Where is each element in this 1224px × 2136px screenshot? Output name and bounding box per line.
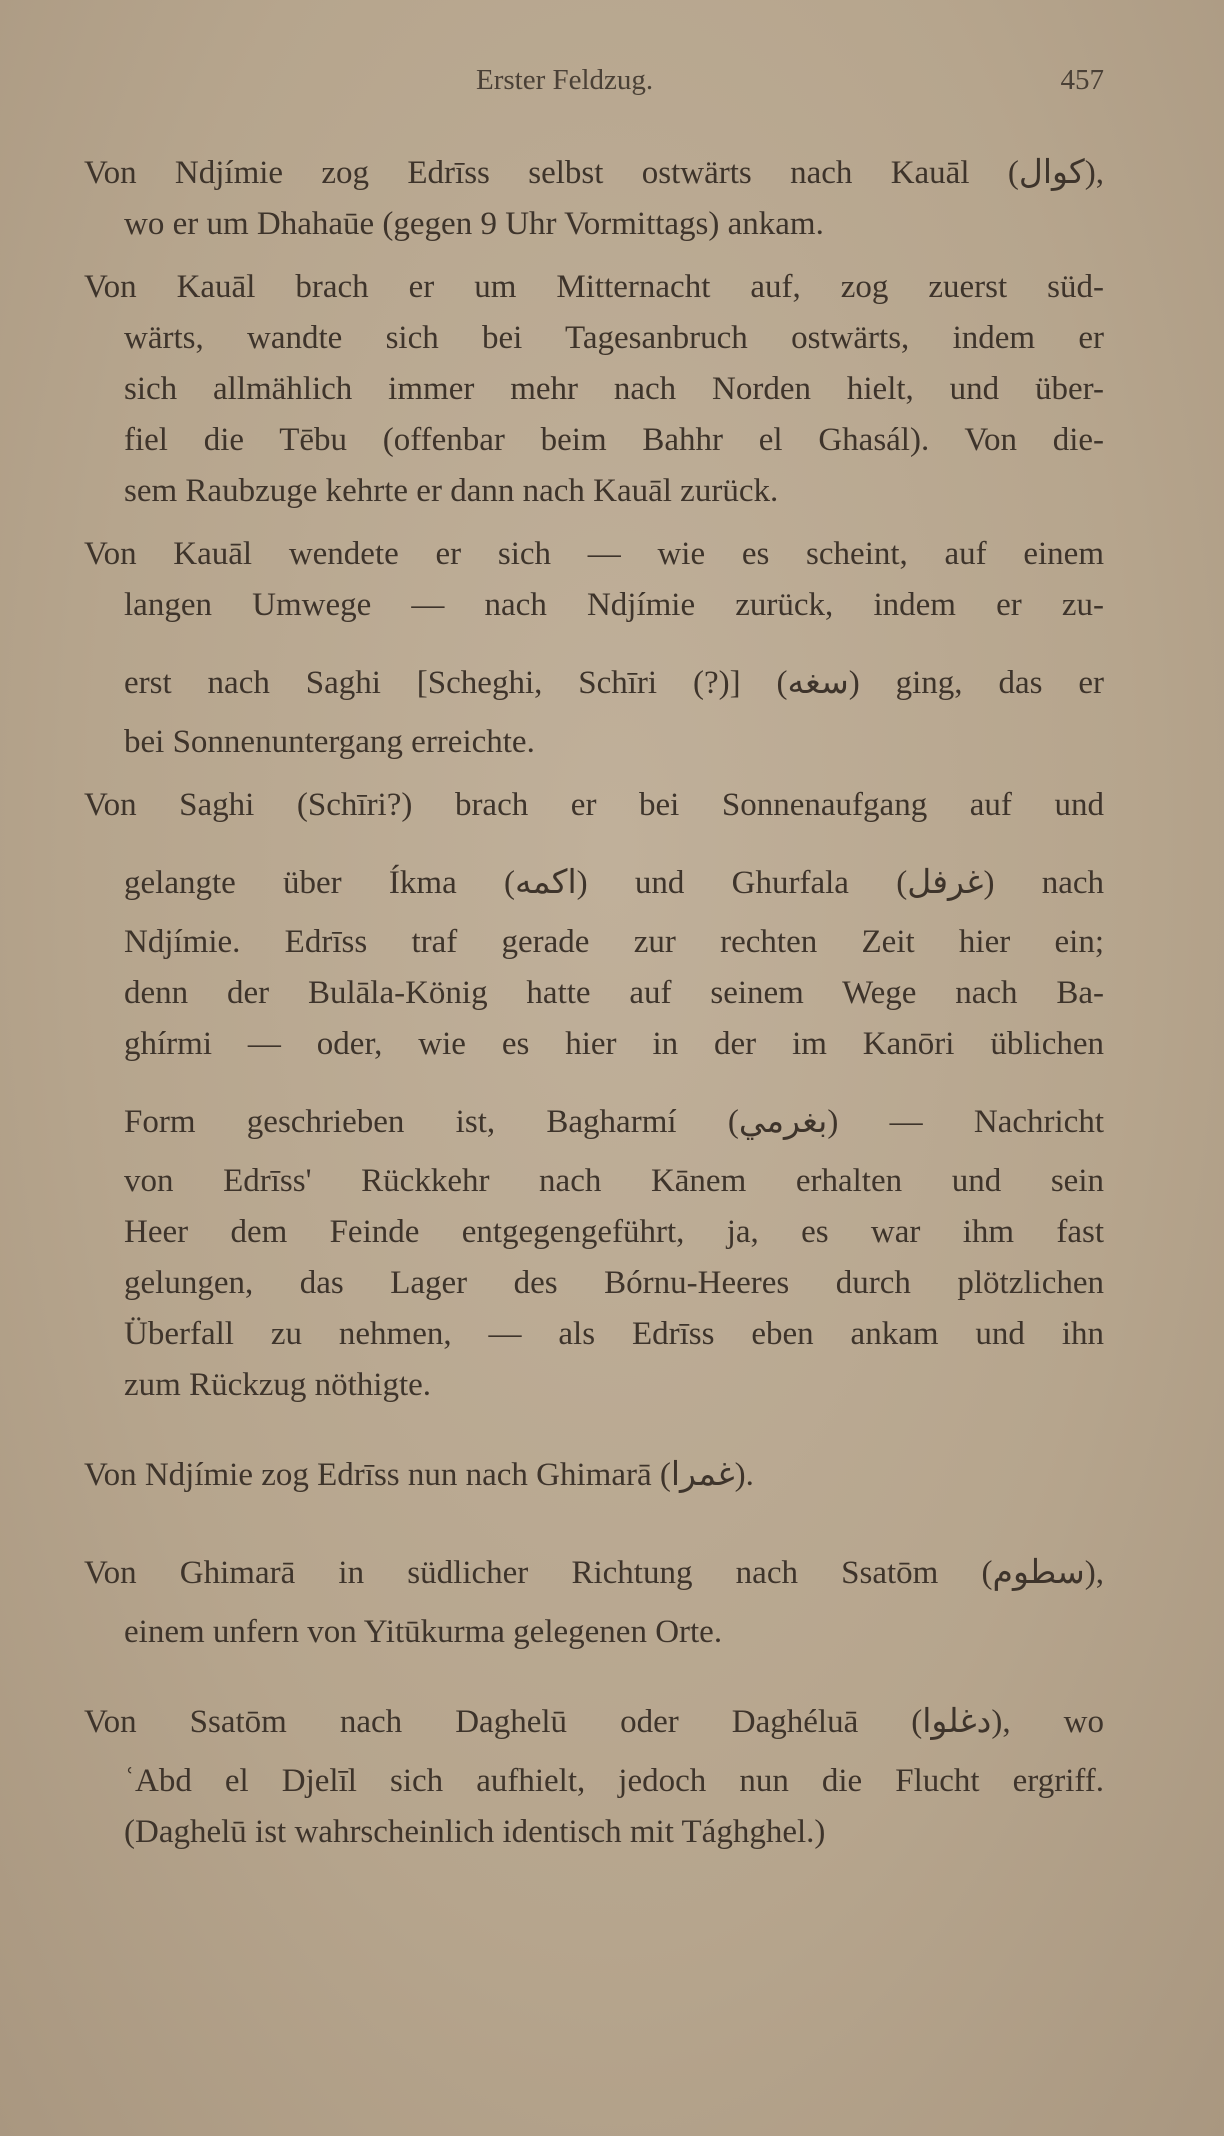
text-line: Ndjímie. Edrīss traf gerade zur rechten Zeit hier ein; [124, 924, 1104, 960]
text-line: Heer dem Feinde entgegengeführt, ja, es war ihm fast [124, 1214, 1104, 1250]
text-line: Von Ghimarā in südlicher Richtung nach Ssatōm (سطوم), [84, 1555, 1104, 1591]
text-body [84, 148, 1104, 1870]
text-line: Von Ndjímie zog Edrīss selbst ostwärts nach Kauāl (كوال), [84, 155, 1104, 191]
running-head [84, 64, 1104, 108]
text-line: wo er um Dhahaūe (gegen 9 Uhr Vormittags) ankam. [124, 206, 824, 242]
text-line: ʿAbd el Djelīl sich aufhielt, jedoch nun die Flucht ergriff. [124, 1763, 1104, 1799]
text-line: ghírmi — oder, wie es hier in der im Kanōri üblichen [124, 1026, 1104, 1062]
text-line: Von Ndjímie zog Edrīss nun nach Ghimarā (غمرا). [84, 1457, 754, 1493]
text-line: gelangte über Íkma (اكمه) und Ghurfala (غرفل) nach [124, 865, 1104, 901]
text-line: von Edrīss' Rückkehr nach Kānem erhalten und sein [124, 1163, 1104, 1199]
text-line: erst nach Saghi [Scheghi, Schīri (?)] (سغه) ging, das er [124, 665, 1104, 701]
text-line: langen Umwege — nach Ndjímie zurück, indem er zu- [124, 587, 1104, 623]
text-line: Von Kauāl wendete er sich — wie es scheint, auf einem [84, 536, 1104, 572]
paragraph [84, 1423, 1104, 1509]
paragraph [84, 262, 1104, 517]
text-line: sich allmählich immer mehr nach Norden hielt, und über- [124, 371, 1104, 407]
paragraph [84, 148, 1104, 250]
text-line: wärts, wandte sich bei Tagesanbruch ostwärts, indem er [124, 320, 1104, 356]
paragraph [84, 529, 1104, 768]
text-line: Von Kauāl brach er um Mitternacht auf, zog zuerst süd- [84, 269, 1104, 305]
text-line: fiel die Tēbu (offenbar beim Bahhr el Ghasál). Von die- [124, 422, 1104, 458]
text-line: zum Rückzug nöthigte. [124, 1367, 432, 1403]
paragraph [84, 1670, 1104, 1858]
text-line: Überfall zu nehmen, — als Edrīss eben ankam und ihn [124, 1316, 1104, 1352]
text-line: (Daghelū ist wahrscheinlich identisch mit Tághghel.) [124, 1814, 826, 1850]
chapter-title: Erster Feldzug. [476, 64, 654, 96]
text-line: Form geschrieben ist, Bagharmí (بغرمي) — Nachricht [124, 1104, 1104, 1140]
text-line: denn der Bulāla-König hatte auf seinem Wege nach Ba- [124, 975, 1104, 1011]
text-line: Von Ssatōm nach Daghelū oder Daghéluā (دغلوا), wo [84, 1704, 1104, 1740]
text-line: Von Saghi (Schīri?) brach er bei Sonnenaufgang auf und [84, 787, 1104, 823]
text-line: sem Raubzuge kehrte er dann nach Kauāl zurück. [124, 473, 779, 509]
text-line: einem unfern von Yitūkurma gelegenen Orte. [124, 1614, 723, 1650]
page-number: 457 [1060, 64, 1104, 96]
paragraph [84, 1521, 1104, 1658]
text-line: gelungen, das Lager des Bórnu-Heeres durch plötzlichen [124, 1265, 1104, 1301]
text-line: bei Sonnenuntergang erreichte. [124, 724, 535, 760]
paragraph [84, 780, 1104, 1411]
